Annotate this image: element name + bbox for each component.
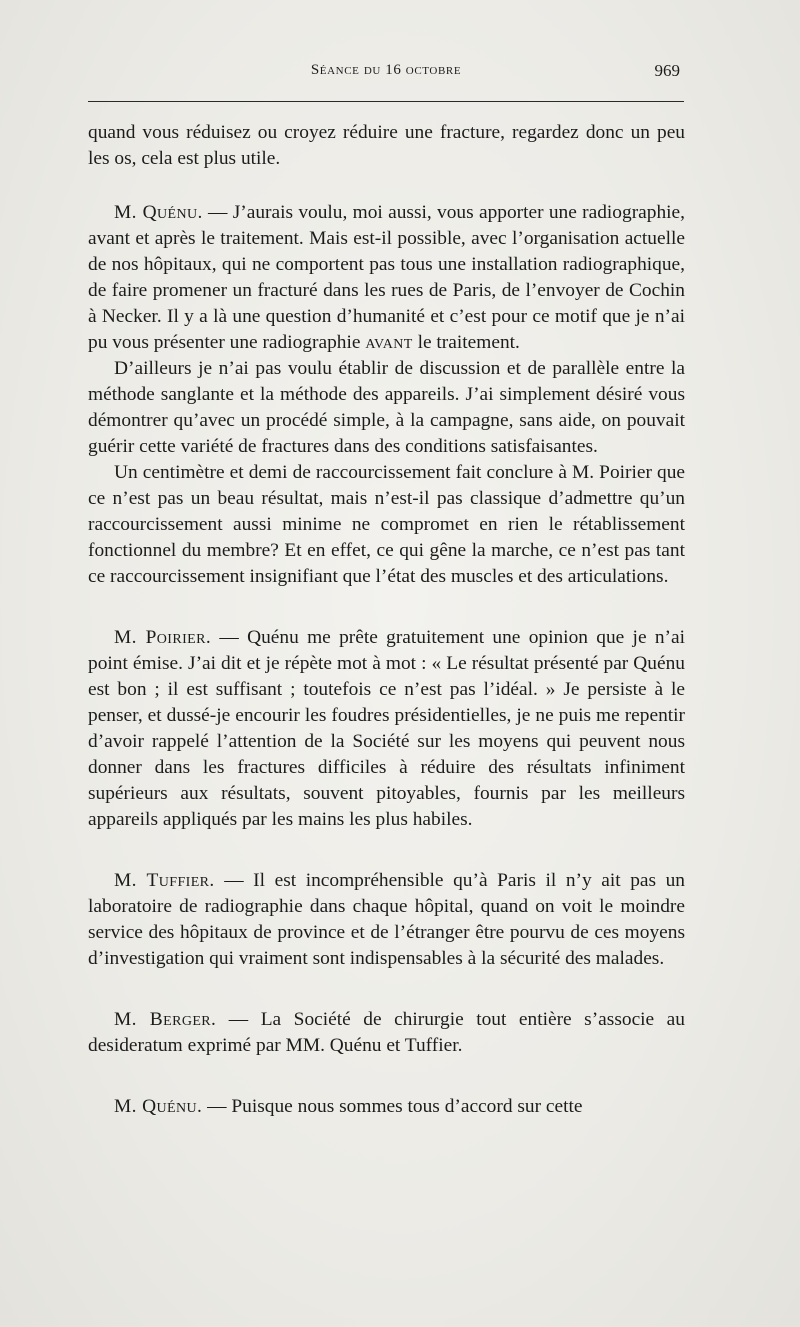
paragraph-text: — La Société de chirurgie tout entière s’associe au desideratum exprimé par MM. Quénu et Tuffier.	[88, 1009, 685, 1056]
paragraph-7	[88, 1007, 685, 1059]
running-title: Séance du 16 octobre	[310, 62, 462, 78]
paragraph-text: — Il est incompréhensible qu’à Paris il n’y ait pas un laboratoire de radiographie dans chaque hôpital, quand on voit le moindre service des hôpitaux de province et de l’étranger être pourvu de ces moyens d’investigation qui vraiment sont indispensables à la sécurité des malades.	[88, 870, 685, 969]
paragraph-3: D’ailleurs je n’ai pas voulu établir de discussion et de parallèle entre la méthode sanglante et la méthode des appareils. J’ai simplement désiré vous démontrer qu’avec un procédé simple, à la campagne, sans aide, on pouvait guérir cette variété de fractures dans des conditions satisfaisantes.	[88, 358, 685, 457]
paragraph-text: — Puisque nous sommes tous d’accord sur cette	[207, 1096, 583, 1117]
paragraph-8	[88, 1094, 685, 1120]
speaker-name: M. Quénu.	[114, 202, 203, 223]
page-header	[88, 62, 684, 92]
emphasis-word: avant	[365, 332, 413, 353]
speaker-name: M. Berger.	[114, 1009, 217, 1030]
paragraph-text: — Quénu me prête gratuitement une opinion que je n’ai point émise. J’ai dit et je répète mot à mot : « Le résultat présenté par Quénu est bon ; il est suffisant ; toutefois ce n’est pas l’idéal. » Je persiste à le penser, et dussé-je encourir les foudres présidentielles, je ne puis me repentir d’avoir rappelé l’attention de la Société sur les moyens qui peuvent nous donner dans les fractures difficiles à réduire des résultats infiniment supérieurs aux résultats, souvent pitoyables, fournis par les meilleurs appareils appliqués par les mains les plus habiles.	[88, 627, 685, 830]
paragraph-text: — J’aurais voulu, moi aussi, vous apporter une radiographie, avant et après le traitement. Mais est-il possible, avec l’organisation actuelle de nos hôpitaux, qui ne comportent pas tous une installation radiographique, de faire promener un fracturé dans les rues de Paris, de l’envoyer de Cochin à Necker. Il y a là une question d’humanité et c’est pour ce motif que je n’ai pu vous présenter une radiographie	[88, 202, 685, 353]
speaker-name: M. Tuffier.	[114, 870, 215, 891]
paragraph-5	[88, 625, 685, 833]
paragraph-text: le traitement.	[417, 332, 520, 353]
page-number: 969	[654, 61, 680, 80]
speaker-name: M. Quénu.	[114, 1096, 203, 1117]
paragraph-4: Un centimètre et demi de raccourcissement fait conclure à M. Poirier que ce n’est pas un beau résultat, mais n’est-il pas classique d’admettre qu’un raccourcissement aussi minime ne compromet en rien le rétablissement fonctionnel du membre? Et en effet, ce qui gêne la marche, ce n’est pas tant ce raccourcissement insignifiant que l’état des muscles et des articulations.	[88, 462, 685, 587]
body-text	[88, 120, 685, 1120]
speaker-name: M. Poirier.	[114, 627, 212, 648]
paragraph-6	[88, 868, 685, 972]
header-rule	[88, 101, 684, 102]
paragraph-2	[88, 200, 685, 356]
paragraph-1: quand vous réduisez ou croyez réduire une fracture, regardez donc un peu les os, cela est plus utile.	[88, 122, 685, 169]
